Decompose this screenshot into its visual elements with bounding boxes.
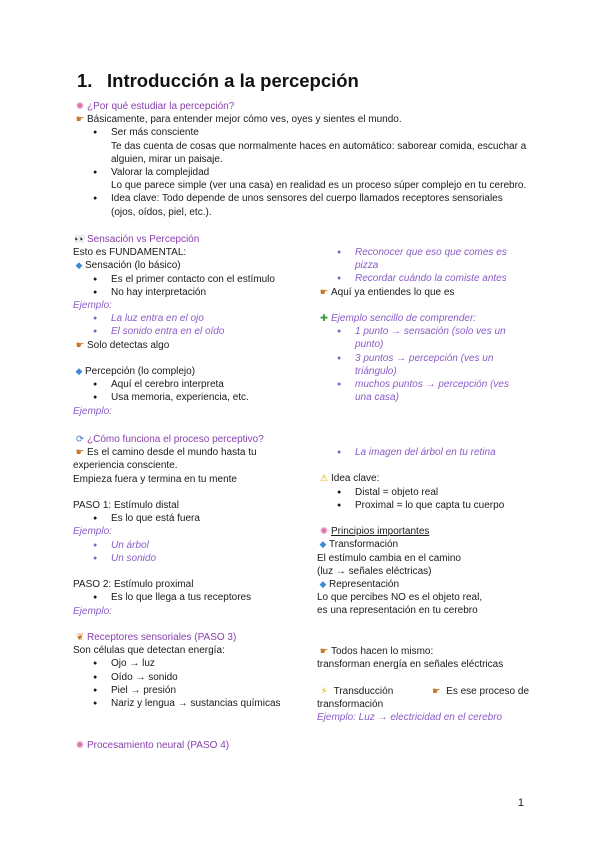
brain-icon: ✺ [76, 101, 84, 112]
simple-example-label: ✚ Ejemplo sencillo de comprender: [317, 312, 529, 325]
section-heading-process: ⟳ ¿Cómo funciona el proceso perceptivo? [73, 433, 285, 446]
all-same-text-2: transforman energía en señales eléctricas [317, 659, 504, 671]
intro-lead: ☛ Básicamente, para entender mejor cómo ves, oyes y sientes el mundo. [73, 113, 533, 126]
brain-icon: ✺ [320, 526, 328, 538]
list-item: ● Distal = objeto real [317, 486, 529, 499]
section-heading-sensation: 👀Sensación vs Percepción [74, 234, 200, 245]
transduction-line: ⚡ Transducción ☛ Es ese proceso de [317, 685, 529, 698]
transduction-text-2: transformación [317, 698, 384, 710]
only-detect-text: ☛ Solo detectas algo [73, 339, 285, 352]
step2-title: PASO 2: Estímulo proximal [73, 579, 194, 591]
page-number: 1 [517, 797, 524, 809]
list-item: ● Un árbol [73, 539, 285, 552]
list-item: ● Recordar cuándo la comiste antes [317, 272, 529, 285]
section-heading-receptors: ❦ Receptores sensoriales (PASO 3) [73, 631, 285, 644]
blue-diamond-icon: ◆ [319, 539, 327, 550]
process-lead-cont: experiencia consciente. [73, 460, 178, 472]
eyes-icon: 👀 [74, 234, 86, 245]
perception-title: ◆ Percepción (lo complejo) [73, 365, 285, 378]
list-item: ● Piel → presión [73, 684, 285, 697]
list-item: ● El sonido entra en el oído [73, 325, 285, 338]
process-lead-3: Empieza fuera y termina en tu mente [73, 473, 237, 485]
list-item: ● Nariz y lengua → sustancias químicas [73, 697, 285, 710]
receptors-right-column [317, 645, 529, 724]
transformation-text-2: (luz → señales eléctricas) [317, 565, 432, 577]
sensation-title: ◆ Sensación (lo básico) [73, 259, 285, 272]
key-idea-label: ⚠ Idea clave: [317, 472, 529, 485]
example-label: Ejemplo: [73, 526, 112, 538]
blue-diamond-icon: ◆ [75, 366, 83, 377]
section-heading-why: ✺ ¿Por qué estudiar la percepción? [73, 100, 533, 113]
list-item: ● muchos puntos → percepción (ves una casa) [317, 378, 529, 404]
understand-text: ☛ Aquí ya entiendes lo que es [317, 286, 529, 299]
ear-icon: ❦ [76, 632, 84, 643]
blue-diamond-icon: ◆ [75, 260, 83, 271]
neural-processing-section [73, 739, 229, 752]
process-left-column [73, 433, 285, 618]
bullet-text: Te das cuenta de cosas que normalmente haces en automático: saborear comida, escuchar a [111, 140, 527, 152]
list-item: ● Es el primer contacto con el estímulo [73, 273, 285, 286]
list-item: ● Aquí el cerebro interpreta [73, 378, 285, 391]
example-label: Ejemplo: [73, 605, 112, 617]
puzzle-icon: ✚ [320, 313, 328, 324]
representation-title: ◆ Representación [317, 578, 529, 591]
list-item: ● Usa memoria, experiencia, etc. [73, 391, 285, 404]
list-item: ● Idea clave: Todo depende de unos sensores del cuerpo llamados receptores sensoriales [73, 192, 533, 205]
brain-icon: ✺ [76, 740, 84, 751]
lightning-icon: ⚡ [320, 685, 328, 697]
representation-text-2: es una representación en tu cerebro [317, 605, 478, 617]
list-item: ● Es lo que está fuera [73, 512, 285, 525]
pointing-hand-icon: ☛ [75, 339, 85, 351]
list-item: ● No hay interpretación [73, 286, 285, 299]
pointing-hand-icon: ☛ [319, 646, 329, 657]
pointing-hand-icon: ☛ [319, 286, 329, 298]
page-title: 1. Introducción a la percepción [77, 70, 359, 91]
fundamental-text: Esto es FUNDAMENTAL: [73, 247, 187, 259]
transformation-text: El estímulo cambia en el camino [317, 552, 461, 564]
list-item: ● 3 puntos → percepción (ves un triángulo) [317, 352, 529, 378]
bullet-text: Lo que parece simple (ver una casa) en realidad es un proceso súper complejo en tu cerebro. [111, 180, 527, 192]
list-item: ● Es lo que llega a tus receptores [73, 591, 285, 604]
list-item: ● Un sonido [73, 552, 285, 565]
receptors-lead: Son células que detectan energía: [73, 645, 225, 657]
step1-title: PASO 1: Estímulo distal [73, 500, 179, 511]
transduction-example: Ejemplo: Luz → electricidad en el cerebro [317, 712, 503, 723]
list-item: ● 1 punto → sensación (solo ves un punto) [317, 325, 529, 351]
sensation-right-column [317, 246, 529, 404]
list-item: ● Reconocer que eso que comes es pizza [317, 246, 529, 272]
list-item: ● Oído → sonido [73, 671, 285, 684]
pointing-hand-icon: ☛ [75, 114, 85, 126]
cycle-icon: ⟳ [76, 434, 84, 445]
list-item: ● Ojo → luz [73, 657, 285, 670]
section-heading-neural: ✺ Procesamiento neural (PASO 4) [73, 739, 229, 752]
list-item: ● Ser más consciente [73, 126, 533, 139]
process-right-column [317, 446, 529, 618]
sensation-left-column [73, 233, 285, 418]
example-label: Ejemplo: [73, 300, 112, 312]
example-label: Ejemplo: [73, 405, 112, 417]
list-item: ● Valorar la complejidad [73, 166, 533, 179]
pointing-hand-icon: ☛ [432, 685, 441, 697]
bullet-text: (ojos, oídos, piel, etc.). [111, 206, 212, 218]
list-item: ● La imagen del árbol en tu retina [317, 446, 529, 459]
list-item: ● Proximal = lo que capta tu cuerpo [317, 499, 529, 512]
warning-icon: ⚠ [319, 473, 329, 485]
intro-section [73, 100, 533, 219]
all-same-text: ☛ Todos hacen lo mismo: [317, 645, 529, 658]
list-item: ● La luz entra en el ojo [73, 312, 285, 325]
transformation-title: ◆ Transformación [317, 538, 529, 551]
blue-diamond-icon: ◆ [319, 579, 327, 589]
receptors-left-column [73, 631, 285, 710]
bullet-text: alguien, mirar un paisaje. [111, 153, 223, 165]
process-lead: ☛ Es el camino desde el mundo hasta tu [73, 446, 285, 459]
principles-heading: ✺ Principios importantes [317, 525, 529, 538]
pointing-hand-icon: ☛ [75, 447, 85, 459]
representation-text: Lo que percibes NO es el objeto real, [317, 592, 483, 604]
